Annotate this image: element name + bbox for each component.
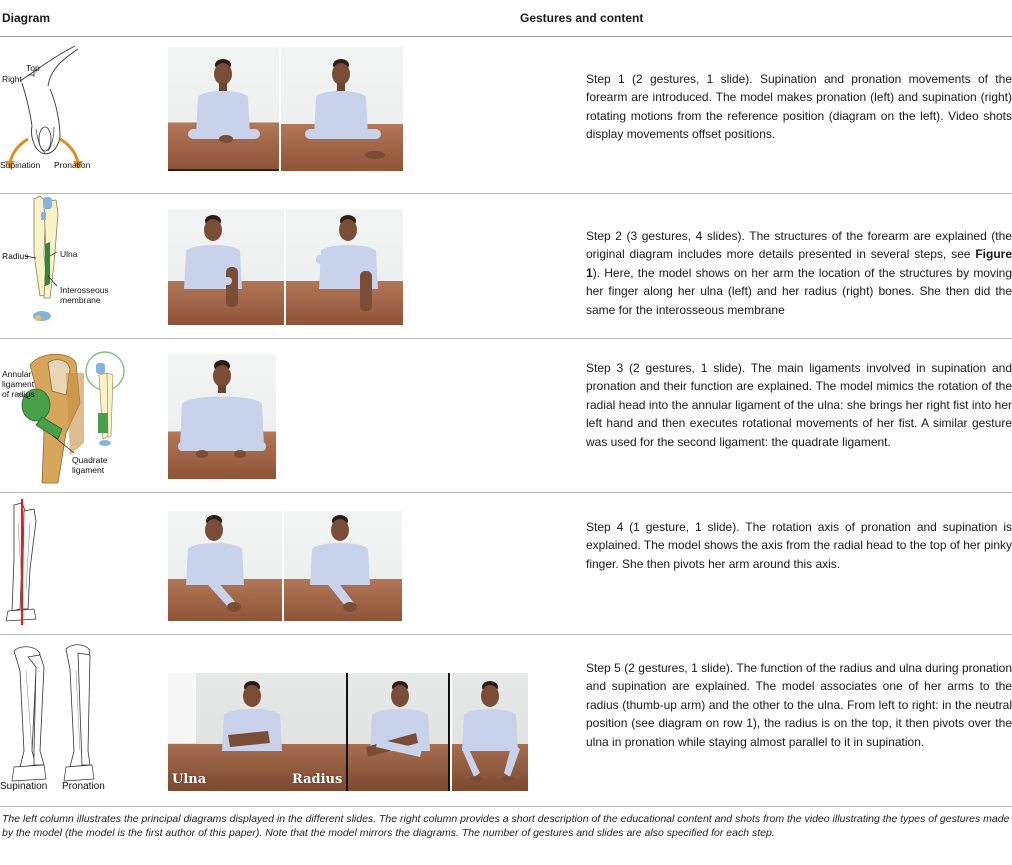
label-of-radius: of radius	[2, 389, 35, 399]
step-2-description: Step 2 (3 gestures, 4 slides). The structures of the forearm are explained (the original diagram includes more details presented in several steps, see Figure 1). Here, the model shows on her arm the location of the structures by moving her finger along her ulna (left) and her radius (right) bones. She then did the same for the interosseous membrane	[586, 229, 1012, 317]
table-row-step-5	[0, 635, 1012, 807]
label-annular: Annular	[2, 369, 32, 379]
ligaments-diagram	[0, 343, 135, 489]
label-annular-ligament: ligament	[2, 379, 35, 389]
label-top: Top	[26, 63, 40, 73]
video-shot-fist-rotation	[168, 354, 276, 479]
table-row-step-4	[0, 493, 1012, 635]
video-shot-ulna	[168, 209, 284, 325]
label-quadrate: Quadrate	[72, 455, 108, 465]
table-row-step-3	[0, 339, 1012, 493]
label-membrane: membrane	[60, 295, 101, 305]
label-supination: Supination	[0, 160, 41, 170]
step-1-description: Step 1 (2 gestures, 1 slide). Supination and pronation movements of the forearm are introduced. The model makes pronation (left) and supination (right) rotating motions from the reference position (diagram on the left). Video shots display movements offset positions.	[586, 72, 1012, 142]
video-shot-pronation	[168, 47, 279, 171]
forearm-bones-diagram	[0, 194, 110, 336]
caption-ulna: Ulna	[172, 772, 207, 787]
label-radius: Radius	[2, 251, 29, 261]
column-header-diagram: Diagram	[2, 11, 51, 25]
hand-rotation-diagram	[0, 41, 110, 186]
rotation-axis-diagram	[0, 499, 50, 625]
video-shot-axis-1	[168, 511, 282, 621]
video-shot-radius	[286, 209, 403, 325]
label-quadrate-ligament: ligament	[72, 465, 105, 475]
label-right: Right	[2, 74, 22, 84]
table-header	[0, 0, 1012, 37]
step-4-description: Step 4 (1 gesture, 1 slide). The rotation axis of pronation and supination is explained. The model shows the axis from the radial head to the top of her pinky finger. She then pivots her arm around this axis.	[586, 520, 1012, 571]
caption-radius: Radius	[292, 772, 343, 787]
step-5-description: Step 5 (2 gestures, 1 slide). The function of the radius and ulna during pronation and supination are explained. The model associates one of her arms to the radius (thumb-up arm) and the other to the ulna. From left to right: in the neutral position (see diagram on row 1), the radius is on the top, it then pivots over the ulna in pronation while staying almost parallel to it in supination.	[586, 661, 1012, 749]
label-pronation-bones: Pronation	[62, 781, 105, 792]
video-shot-axis-2	[284, 511, 402, 621]
table-caption: The left column illustrates the principal diagrams displayed in the different slides. The right column provides a short description of the educational content and shots from the video illustrating the types of gestures made by the model (the model is the first author of this paper). Note that the model mirrors the diagrams. The number of gestures and slides are also specified for each step.	[2, 813, 1010, 839]
video-shot-supination-arms	[452, 673, 528, 791]
video-shot-supination	[281, 47, 403, 171]
label-interosseous: Interosseous	[60, 285, 109, 295]
table-row-step-1	[0, 37, 1012, 194]
step-3-description: Step 3 (2 gestures, 1 slide). The main ligaments involved in supination and pronation and their function are explained. The model mimics the rotation of the radial head into the annular ligament of the ulna: she brings her right fist into her left hand and then executes rotational movements of her fist. A similar gesture was used for the second ligament: the quadrate ligament.	[586, 361, 1012, 449]
video-shot-pronation-arms	[346, 673, 450, 791]
label-supination-bones: Supination	[0, 781, 48, 792]
column-header-gestures: Gestures and content	[520, 11, 644, 25]
table-row-step-2	[0, 194, 1012, 339]
video-shot-neutral	[168, 673, 346, 791]
label-pronation: Pronation	[54, 160, 91, 170]
supination-pronation-bones-diagram	[0, 641, 118, 801]
label-ulna: Ulna	[60, 249, 78, 259]
figure-reference-link[interactable]: Figure 1	[586, 247, 1012, 280]
